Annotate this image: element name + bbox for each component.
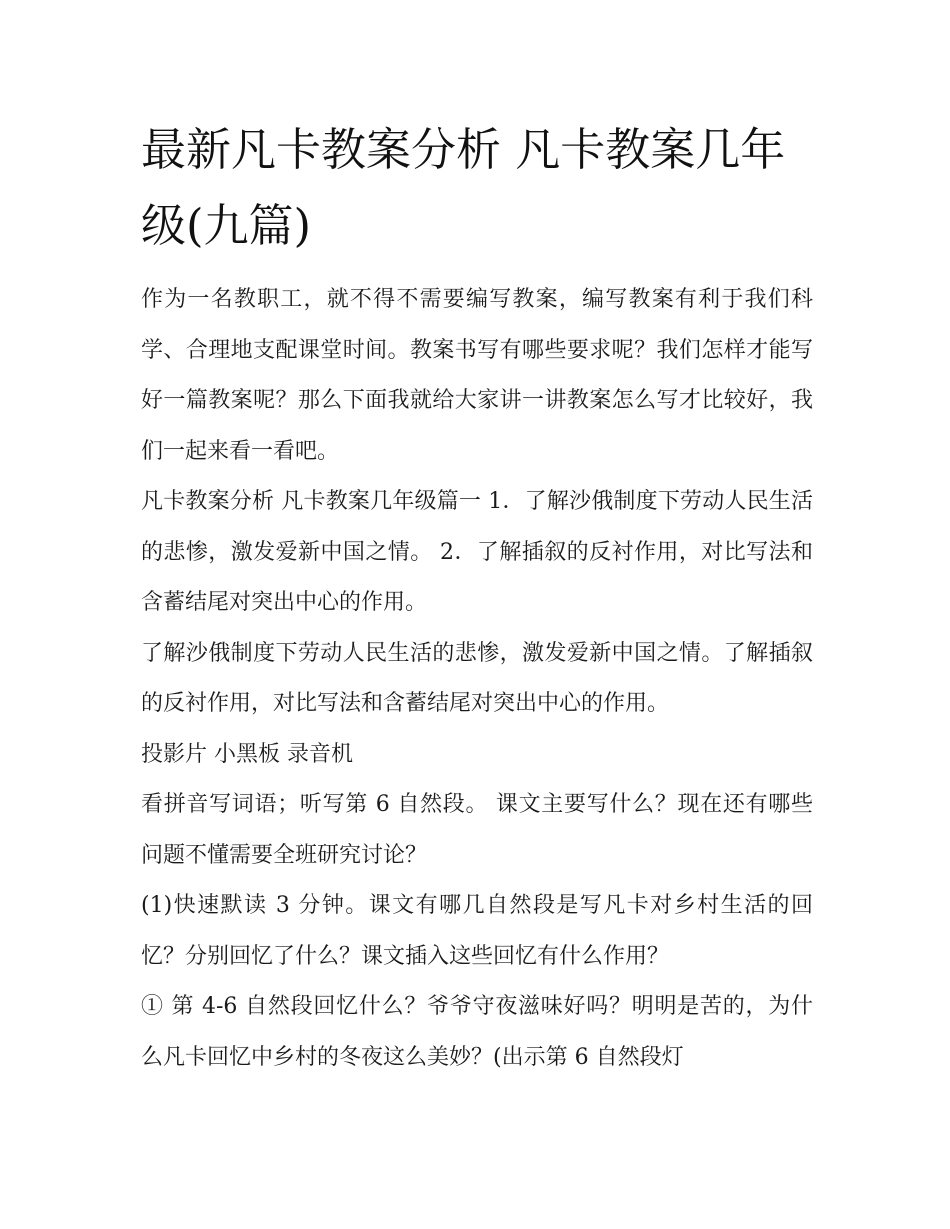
teaching-aids-paragraph: 投影片 小黑板 录音机	[141, 741, 353, 767]
intro-paragraph: 作为一名教职工，就不得不需要编写教案，编写教案有利于我们科学、合理地支配课堂时间。教案书写有哪些要求呢？我们怎样才能写好一篇教案呢？那么下面我就给大家讲一讲教案怎么写才比较好，我们一起来看一看吧。	[141, 287, 813, 464]
review-paragraph: 看拼音写词语；听写第 6 自然段。 课文主要写什么？现在还有哪些问题不懂需要全班研究讨论？	[141, 792, 813, 868]
lesson-one-objectives-paragraph: 凡卡教案分析 凡卡教案几年级篇一 1．了解沙俄制度下劳动人民生活的悲惨，激发爱新中国之情。 2．了解插叙的反衬作用，对比写法和含蓄结尾对突出中心的作用。	[141, 489, 813, 615]
reading-task-paragraph: (1)快速默读 3 分钟。课文有哪几自然段是写凡卡对乡村生活的回忆？分别回忆了什么？课文插入这些回忆有什么作用？	[141, 893, 813, 969]
key-points-paragraph: 了解沙俄制度下劳动人民生活的悲惨，激发爱新中国之情。了解插叙的反衬作用，对比写法和含蓄结尾对突出中心的作用。	[141, 640, 813, 716]
document-content	[141, 112, 813, 1083]
question-paragraph: ① 第 4-6 自然段回忆什么？爷爷守夜滋味好吗？明明是苦的，为什么凡卡回忆中乡村的冬夜这么美妙？(出示第 6 自然段灯	[141, 994, 813, 1070]
document-title: 最新凡卡教案分析 凡卡教案几年级(九篇)	[141, 123, 786, 252]
